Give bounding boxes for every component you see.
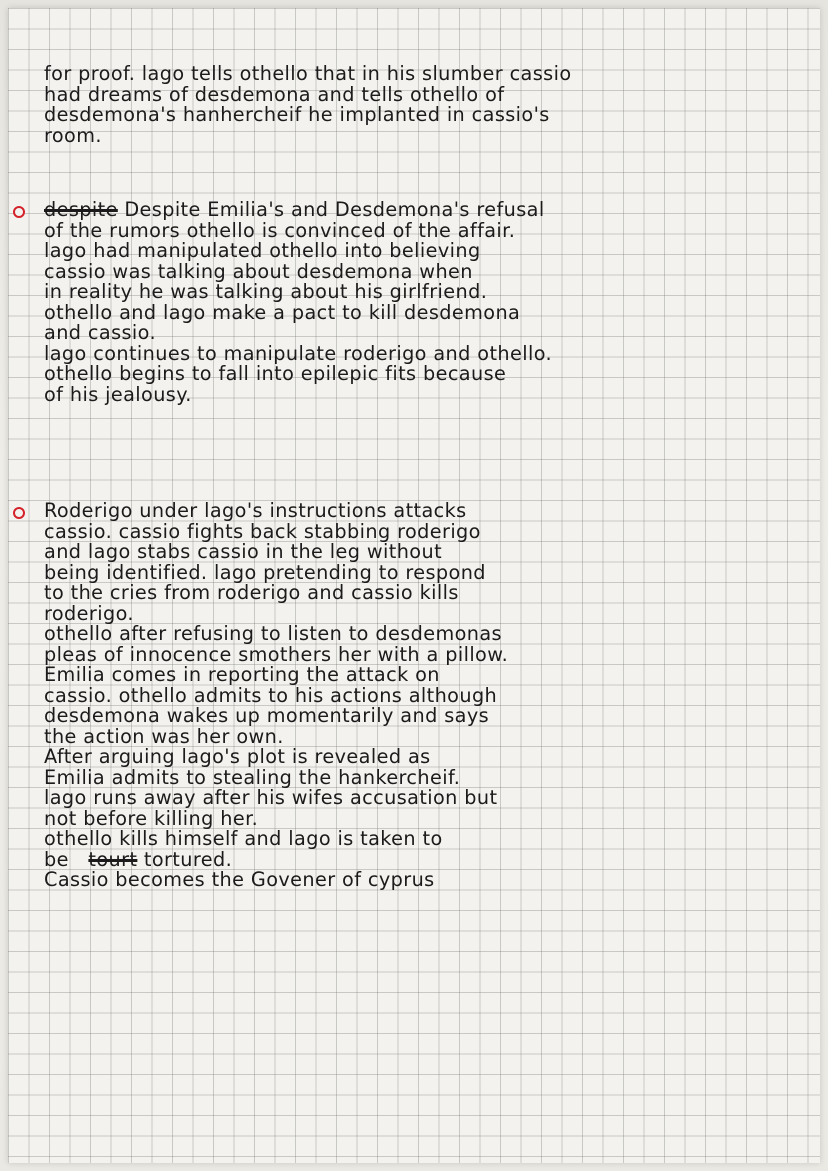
notebook-page (8, 8, 820, 1163)
handwritten-line: lago had manipulated othello into believing (44, 239, 481, 262)
handwritten-line: the action was her own. (44, 724, 284, 748)
handwritten-line: othello begins to fall into epilepic fits because (44, 362, 507, 385)
handwritten-line: Cassio becomes the Govener of cyprus (44, 868, 435, 891)
red-bullet-icon (13, 206, 25, 218)
handwritten-text: be (44, 847, 69, 871)
handwritten-line: othello and lago make a pact to kill desdemona (44, 300, 521, 324)
crossed-out-word: despite (44, 198, 118, 221)
handwritten-line: desdemona wakes up momentarily and says (44, 704, 490, 727)
handwritten-line: othello after refusing to listen to desdemonas (44, 622, 502, 645)
handwritten-line: in reality he was talking about his girlfriend. (44, 280, 488, 303)
paragraph-1 (44, 64, 824, 146)
handwritten-line: pleas of innocence smothers her with a pillow. (44, 642, 509, 666)
handwritten-line: cassio was talking about desdemona when (44, 259, 473, 283)
handwritten-line: and lago stabs cassio in the leg without (44, 540, 443, 563)
handwritten-line: not before killing her. (44, 806, 259, 830)
handwritten-line: and cassio. (44, 321, 157, 344)
handwritten-line: room. (44, 123, 102, 147)
crossed-out-word: tourt (88, 847, 138, 871)
handwritten-line: of his jealousy. (44, 382, 192, 406)
handwritten-line: had dreams of desdemona and tells othello of (44, 82, 505, 106)
handwritten-line: of the rumors othello is convinced of the affair. (44, 218, 516, 242)
handwritten-line: for proof. lago tells othello that in his slumber cassio (44, 62, 572, 85)
paragraph-2 (44, 200, 824, 405)
handwritten-line: othello kills himself and lago is taken to (44, 827, 443, 850)
handwritten-text: Despite Emilia's and Desdemona's refusal (124, 198, 545, 221)
handwritten-line: Emilia admits to stealing the hankercheif. (44, 765, 461, 789)
handwritten-line: Roderigo under lago's instructions attacks (44, 499, 467, 522)
handwritten-line (44, 200, 814, 221)
handwritten-line: desdemona's hanhercheif he implanted in cassio's (44, 103, 550, 126)
handwritten-line: After arguing lago's plot is revealed as (44, 745, 431, 768)
handwritten-line: Emilia comes in reporting the attack on (44, 663, 440, 686)
handwritten-line: lago continues to manipulate roderigo and othello. (44, 341, 553, 365)
handwritten-text: tortured. (143, 847, 233, 871)
handwritten-line: cassio. othello admits to his actions although (44, 683, 498, 707)
paragraph-3 (44, 501, 824, 891)
handwritten-line (44, 847, 814, 871)
red-bullet-icon (13, 507, 25, 519)
handwritten-line: being identified. lago pretending to respond (44, 560, 486, 584)
handwritten-line: to the cries from roderigo and cassio kills (44, 581, 459, 604)
handwritten-line: lago runs away after his wifes accusation but (44, 786, 498, 809)
handwritten-line: roderigo. (44, 601, 134, 625)
handwritten-line: cassio. cassio fights back stabbing roderigo (44, 519, 481, 543)
